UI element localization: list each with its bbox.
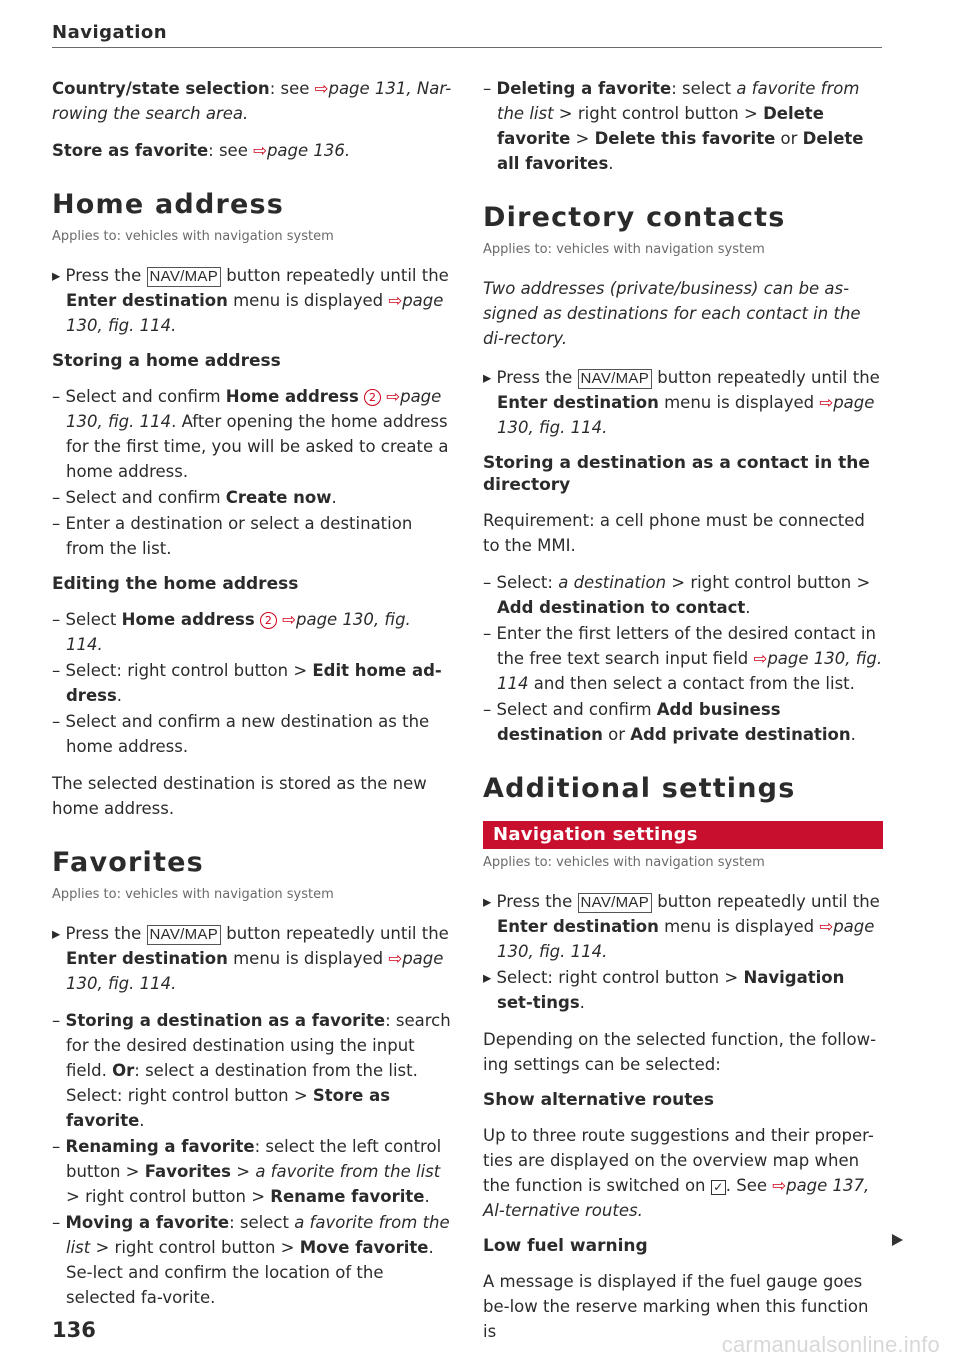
step-item: ▸ Press the NAV/MAP button repeatedly until the Enter destination menu is displayed ⇨page 130, fig. 114. xyxy=(483,368,880,437)
text: Select xyxy=(65,610,122,629)
text: . Se-lect and confirm the location of the selected fa-vorite. xyxy=(66,1238,434,1307)
text: . xyxy=(116,686,123,705)
country-state-paragraph xyxy=(52,76,452,126)
arrow-right-icon: ⇨ xyxy=(253,141,267,160)
storing-home-heading: Storing a home address xyxy=(52,351,281,371)
low-fuel-paragraph: A message is displayed if the fuel gauge goes be-low the reserve marking when this function is xyxy=(483,1272,869,1341)
text: Select: xyxy=(496,573,559,592)
bold-term: Add destination to contact xyxy=(497,598,746,617)
step-item: ▸ Select: right control button > Navigation set-tings. xyxy=(483,968,845,1012)
text: Select and confirm xyxy=(496,700,657,719)
page-reference-link[interactable]: page 137, Al-ternative routes. xyxy=(483,1176,870,1220)
page-reference-link[interactable]: page 130, fig. 114. xyxy=(66,291,444,335)
bold-term: Delete all favorites xyxy=(497,129,864,173)
text: Press the xyxy=(65,266,147,285)
bold-term: Favorites xyxy=(144,1162,231,1181)
bold-term: Store as favorite xyxy=(52,141,209,160)
text: > right control button > xyxy=(666,573,871,592)
directory-contacts-heading: Directory contacts xyxy=(483,202,786,233)
page-reference-link[interactable]: page 130, fig. 114. xyxy=(497,917,875,961)
text: Press the xyxy=(496,368,578,387)
list-item: – Deleting a favorite: select a favorite from the list > right control button > Delete favorite > Delete this favorite or Delete all favorites. xyxy=(483,79,864,173)
callout-number: 2 xyxy=(260,612,277,629)
text: : select the left control button > xyxy=(66,1137,442,1181)
text: > right control button > xyxy=(553,104,764,123)
text: . xyxy=(745,598,751,617)
arrow-right-icon: ⇨ xyxy=(282,610,296,629)
bold-term: Deleting a favorite xyxy=(496,79,672,98)
list-item: – Select and confirm a new destination as the home address. xyxy=(52,712,430,756)
alt-routes-heading: Show alternative routes xyxy=(483,1090,714,1110)
favorites-list xyxy=(52,1008,452,1310)
alt-routes-paragraph xyxy=(483,1123,883,1223)
list-item: – Select and confirm Add business destination or Add private destination. xyxy=(483,700,856,744)
bold-term: Delete this favorite xyxy=(594,129,776,148)
callout-number: 2 xyxy=(364,389,381,406)
bold-term: Rename favorite xyxy=(270,1187,425,1206)
text: : select xyxy=(671,79,737,98)
list-item: – Enter a destination or select a destination from the list. xyxy=(52,514,413,558)
bold-term: Enter destination xyxy=(497,393,659,412)
right-column xyxy=(483,76,883,1356)
delete-favorite-list xyxy=(483,76,883,176)
page-reference-link[interactable]: page 131, Nar-rowing the search area. xyxy=(52,79,452,123)
stored-note: The selected destination is stored as the new home address. xyxy=(52,774,427,818)
text: . xyxy=(850,725,856,744)
nav-map-key: NAV/MAP xyxy=(147,267,222,287)
text: : select a destination from the list. Select: right control button > xyxy=(66,1061,418,1105)
applies-note: Applies to: vehicles with navigation system xyxy=(52,887,334,902)
text: Select and confirm xyxy=(65,488,226,507)
page-reference-link[interactable]: page 130, fig. 114. xyxy=(66,610,411,654)
text: . xyxy=(331,488,337,507)
bold-term: Moving a favorite xyxy=(65,1213,230,1232)
applies-note: Applies to: vehicles with navigation system xyxy=(483,242,765,257)
depending-paragraph: Depending on the selected function, the follow-ing settings can be selected: xyxy=(483,1030,877,1074)
text: Select: right control button > xyxy=(65,661,313,680)
bold-term: Add business destination xyxy=(497,700,781,744)
page-header xyxy=(52,22,882,48)
text: button repeatedly until the xyxy=(652,892,880,911)
text: and then select a contact from the list. xyxy=(528,674,855,693)
text: button repeatedly until the xyxy=(221,924,449,943)
text: Press the xyxy=(65,924,147,943)
text: Enter a destination or select a destination from the list. xyxy=(65,514,413,558)
editing-home-list xyxy=(52,607,452,759)
text: : select xyxy=(229,1213,295,1232)
home-address-heading: Home address xyxy=(52,189,285,220)
text: Up to three route suggestions and their proper-ties are displayed on the overview map when the function is switched on xyxy=(483,1126,874,1195)
list-item: – Renaming a favorite: select the left control button > Favorites > a favorite from the list > right control button > Rename favorite. xyxy=(52,1137,442,1206)
bold-term: Store as favorite xyxy=(66,1086,391,1130)
step-item: ▸ Press the NAV/MAP button repeatedly until the Enter destination menu is displayed ⇨page 130, fig. 114. xyxy=(52,266,449,335)
list-item: – Storing a destination as a favorite: search for the desired destination using the input field. Or: select a destination from the list. Select: right control button > Store as favorite. xyxy=(52,1011,451,1130)
arrow-right-icon: ⇨ xyxy=(388,949,403,968)
bold-term: Home address xyxy=(225,387,359,406)
store-favorite-paragraph xyxy=(52,138,452,163)
italic-term: a favorite from the list xyxy=(66,1213,450,1257)
requirement-paragraph: Requirement: a cell phone must be connected to the MMI. xyxy=(483,511,865,555)
applies-note: Applies to: vehicles with navigation system xyxy=(483,855,765,870)
bold-term: Storing a destination as a favorite xyxy=(65,1011,386,1030)
contact-list xyxy=(483,570,883,747)
list-item: – Select Home address 2 ⇨page 130, fig. 114. xyxy=(52,610,411,654)
text: Press the xyxy=(496,892,578,911)
arrow-right-icon: ⇨ xyxy=(388,291,403,310)
text: or xyxy=(775,129,803,148)
bold-term: Enter destination xyxy=(66,949,228,968)
list-item: – Select: a destination > right control button > Add destination to contact. xyxy=(483,573,871,617)
bold-term: Add private destination xyxy=(630,725,851,744)
text: menu is displayed xyxy=(658,917,820,936)
text: . See xyxy=(725,1176,773,1195)
storing-home-list xyxy=(52,384,452,561)
nav-map-key: NAV/MAP xyxy=(578,893,653,913)
nav-map-key: NAV/MAP xyxy=(578,369,653,389)
arrow-right-icon: ⇨ xyxy=(753,649,768,668)
favorites-heading: Favorites xyxy=(52,847,204,878)
text: button repeatedly until the xyxy=(652,368,880,387)
low-fuel-heading: Low fuel warning xyxy=(483,1236,648,1256)
nav-map-key: NAV/MAP xyxy=(147,925,222,945)
text: : see xyxy=(269,79,315,98)
list-item: – Moving a favorite: select a favorite from the list > right control button > Move favorite. Se-lect and confirm the location of the selected fa-vorite. xyxy=(52,1213,450,1307)
list-item: – Select and confirm Home address 2 ⇨page 130, fig. 114. After opening the home address for the first time, you will be asked to create a home address. xyxy=(52,387,449,481)
step-item: ▸ Press the NAV/MAP button repeatedly until the Enter destination menu is displayed ⇨page 130, fig. 114. xyxy=(52,924,449,993)
bold-term: Enter destination xyxy=(66,291,228,310)
continue-arrow-icon xyxy=(892,1234,903,1246)
text: > xyxy=(230,1162,256,1181)
text: . After opening the home address for the first time, you will be asked to create a home address. xyxy=(66,412,449,481)
italic-term: a destination xyxy=(558,573,667,592)
text: or xyxy=(602,725,631,744)
storing-contact-heading: Storing a destination as a contact in the directory xyxy=(483,453,870,495)
text: Select and confirm xyxy=(65,387,226,406)
bold-term: Country/state selection xyxy=(52,79,270,98)
bold-term: Create now xyxy=(225,488,332,507)
text: menu is displayed xyxy=(227,949,389,968)
arrow-right-icon: ⇨ xyxy=(819,917,834,936)
text: . xyxy=(579,993,585,1012)
applies-note: Applies to: vehicles with navigation system xyxy=(52,229,334,244)
text: > right control button > xyxy=(90,1238,300,1257)
page-reference-link[interactable]: page 130, fig. 114. xyxy=(66,949,444,993)
text: menu is displayed xyxy=(227,291,389,310)
page-reference-link[interactable]: page 136. xyxy=(266,141,351,160)
text: Select: right control button > xyxy=(496,968,744,987)
page-number: 136 xyxy=(52,1318,96,1342)
italic-term: a favorite from the list xyxy=(255,1162,441,1181)
list-item: – Select: right control button > Edit home ad-dress. xyxy=(52,661,442,705)
arrow-right-icon: ⇨ xyxy=(314,79,329,98)
list-item: – Enter the first letters of the desired contact in the free text search input field ⇨page 130, fig. 114 and then select a contact from the list. xyxy=(483,624,883,693)
list-item: – Select and confirm Create now. xyxy=(52,488,337,507)
page-reference-link[interactable]: page 130, fig. 114 xyxy=(66,387,442,431)
text: menu is displayed xyxy=(658,393,820,412)
text: Enter the first letters of the desired contact in the free text search input field xyxy=(496,624,876,668)
bold-term: Edit home ad-dress xyxy=(66,661,442,705)
editing-home-heading: Editing the home address xyxy=(52,574,299,594)
text: : search for the desired destination using the input field. xyxy=(66,1011,451,1080)
text: > right control button > xyxy=(66,1187,271,1206)
section-title: Navigation xyxy=(52,22,168,43)
watermark: carmanualsonline.info xyxy=(721,1332,940,1357)
text: button repeatedly until the xyxy=(221,266,449,285)
italic-term: a favorite from the list xyxy=(497,79,860,123)
text: > xyxy=(570,129,595,148)
text: . xyxy=(608,154,614,173)
page-reference-link[interactable]: page 130, fig. 114. xyxy=(497,393,875,437)
arrow-right-icon: ⇨ xyxy=(772,1176,787,1195)
navigation-settings-banner: Navigation settings xyxy=(483,821,883,849)
bold-term: Renaming a favorite xyxy=(65,1137,255,1156)
step-item: ▸ Press the NAV/MAP button repeatedly until the Enter destination menu is displayed ⇨page 130, fig. 114. xyxy=(483,892,880,961)
text: . xyxy=(424,1187,430,1206)
bold-term: Or xyxy=(112,1061,135,1080)
page-reference-link[interactable]: page 130, fig. 114 xyxy=(497,649,883,693)
text: . xyxy=(139,1111,145,1130)
bold-term: Enter destination xyxy=(497,917,659,936)
bold-term: Home address xyxy=(121,610,255,629)
left-column xyxy=(52,76,452,1322)
additional-settings-heading: Additional settings xyxy=(483,773,796,804)
text: : see xyxy=(208,141,254,160)
arrow-right-icon: ⇨ xyxy=(819,393,834,412)
bold-term: Navigation set-tings xyxy=(497,968,845,1012)
checkbox-checked-icon: ✓ xyxy=(711,1180,726,1195)
intro-paragraph: Two addresses (private/business) can be as-signed as destinations for each contact in the di-rectory. xyxy=(483,279,861,348)
text: Select and confirm a new destination as the home address. xyxy=(65,712,430,756)
bold-term: Move favorite xyxy=(299,1238,429,1257)
arrow-right-icon: ⇨ xyxy=(386,387,401,406)
bold-term: Delete favorite xyxy=(497,104,824,148)
